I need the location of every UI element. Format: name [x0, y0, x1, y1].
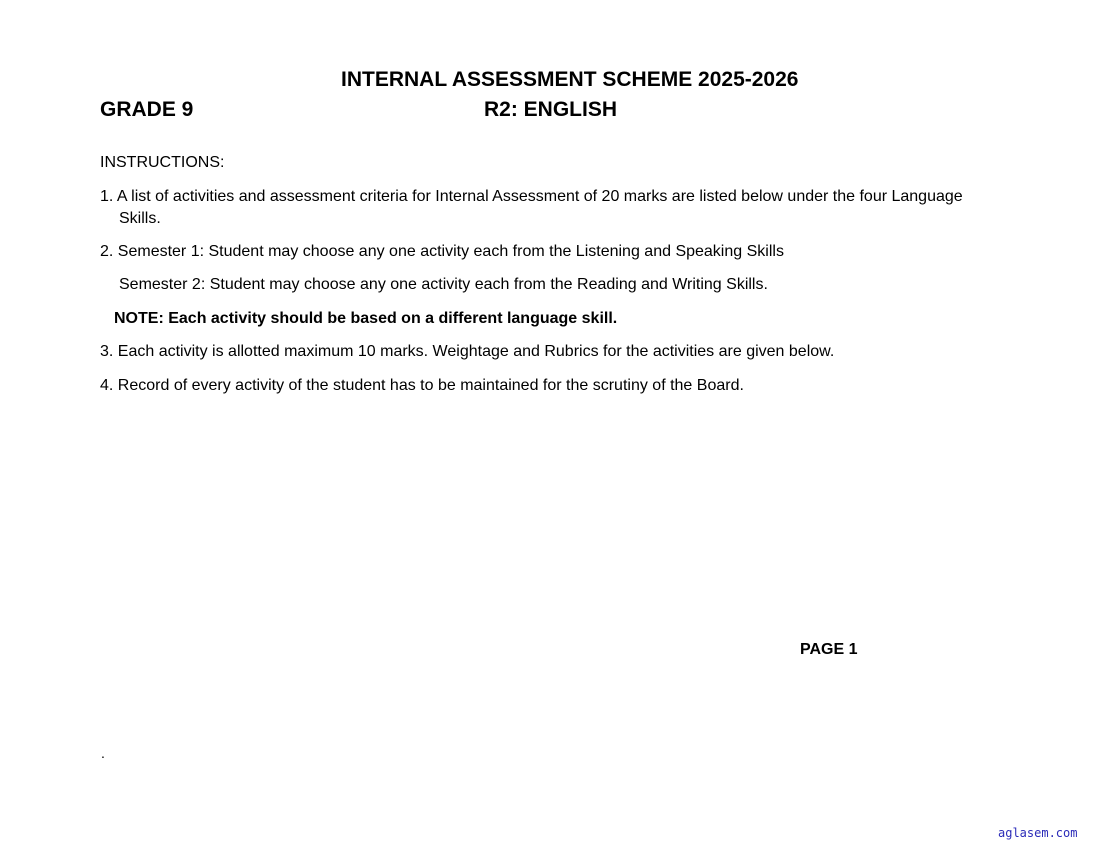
instruction-item-1-continuation: Skills.	[119, 210, 161, 227]
instructions-heading-text: INSTRUCTIONS	[100, 154, 220, 171]
subject-label: R2: ENGLISH	[484, 98, 618, 121]
instruction-note: NOTE: Each activity should be based on a different language skill.	[114, 310, 618, 327]
page-number: PAGE 1	[800, 641, 858, 658]
document-title: INTERNAL ASSESSMENT SCHEME 2025-2026	[341, 68, 799, 91]
stray-dot: .	[101, 745, 105, 761]
instruction-item-4: 4. Record of every activity of the student has to be maintained for the scrutiny of the Board.	[100, 377, 744, 394]
instructions-heading	[100, 153, 224, 173]
instructions-heading-colon: :	[220, 154, 225, 171]
instruction-item-2: 2. Semester 1: Student may choose any one activity each from the Listening and Speaking Skills	[100, 243, 784, 260]
instruction-item-2-semester-2: Semester 2: Student may choose any one activity each from the Reading and Writing Skills.	[119, 276, 768, 293]
instruction-item-3: 3. Each activity is allotted maximum 10 marks. Weightage and Rubrics for the activities are given below.	[100, 343, 835, 360]
grade-label: GRADE 9	[100, 98, 194, 121]
instruction-item-1: 1. A list of activities and assessment criteria for Internal Assessment of 20 marks are listed below under the four Language	[100, 188, 963, 205]
watermark-link[interactable]: aglasem.com	[998, 826, 1078, 840]
